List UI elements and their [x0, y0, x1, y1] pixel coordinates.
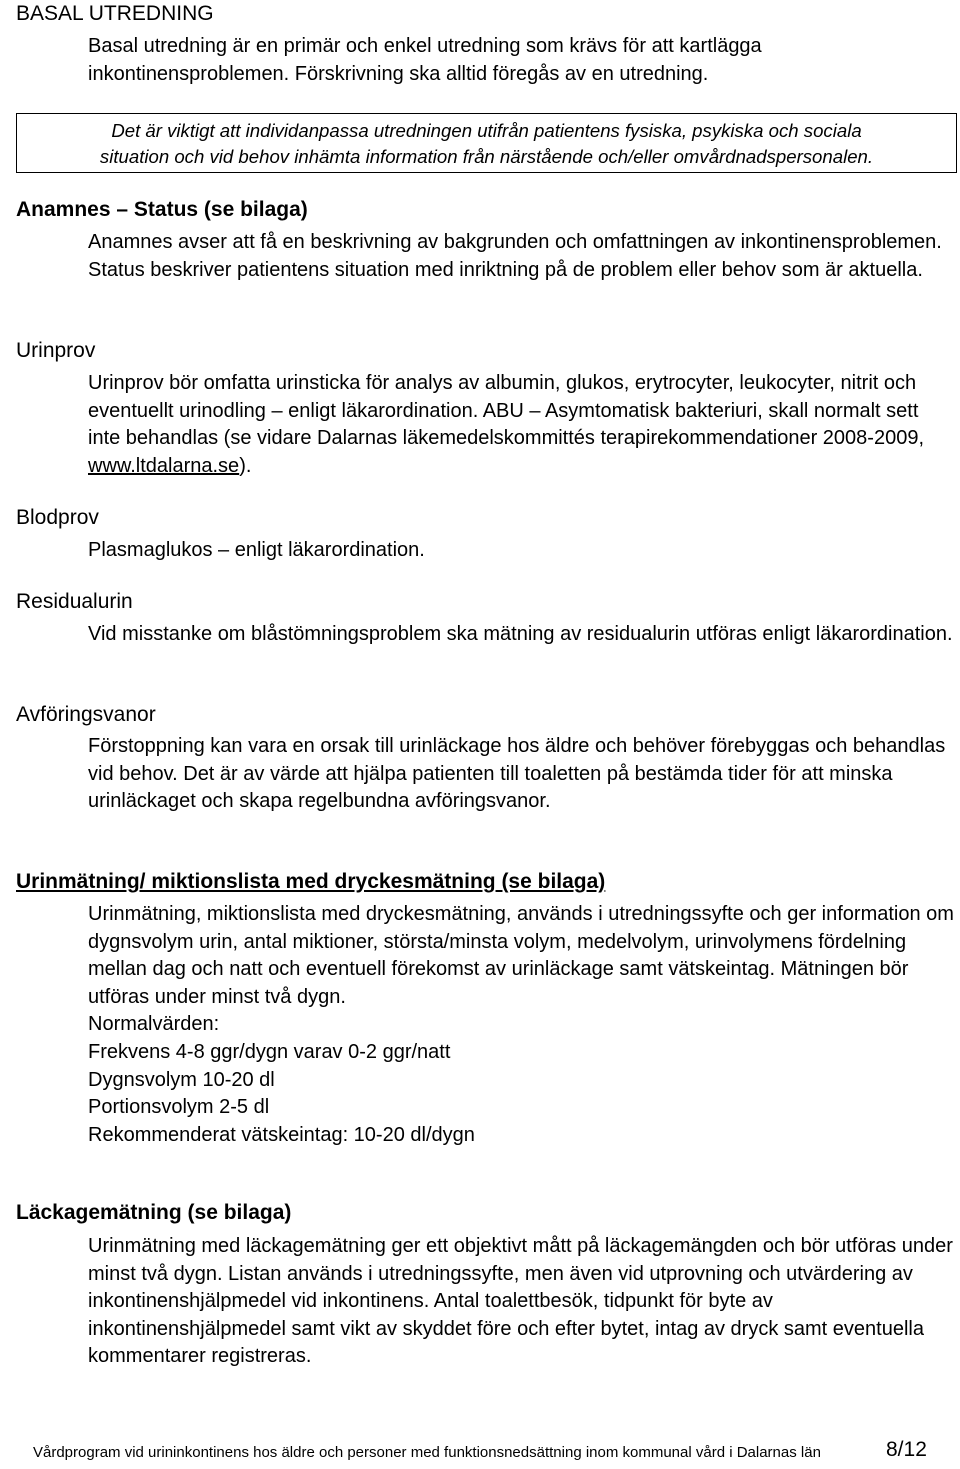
heading-text: Status (se bilaga)	[133, 198, 308, 221]
footer-text: Vårdprogram vid urininkontinens hos äldre och personer med funktionsnedsättning inom kommunal vård i Dalarnas län	[33, 1444, 821, 1461]
urinprov-text	[88, 370, 954, 480]
heading-text: Anamnes	[16, 198, 111, 221]
urinmatning-text: Urinmätning, miktionslista med dryckesmätning, används i utredningssyfte och ger information om dygnsvolym urin, antal miktioner, största/minsta volym, medelvolym, urinvolymens fördelning mellan dag och natt och eventuell förekomst av urinläckage samt vätskeintag. Mätningen bör utföras under minst två dygn.	[88, 903, 954, 1008]
page-number: 8/12	[886, 1438, 927, 1461]
normal-value-item: Dygnsvolym 10-20 dl	[88, 1068, 275, 1091]
urinprov-paragraph	[88, 370, 954, 480]
normal-value-item: Rekommenderat vätskeintag: 10-20 dl/dygn	[88, 1123, 475, 1146]
page-title: BASAL UTREDNING	[16, 2, 214, 25]
normal-value-item: Frekvens 4-8 ggr/dygn varav 0-2 ggr/natt	[88, 1040, 451, 1063]
section-heading-anamnes	[16, 197, 308, 223]
intro-line: Basal utredning är en primär och enkel utredning som krävs för att kartlägga	[88, 35, 762, 57]
avforingsvanor-paragraph	[88, 733, 954, 816]
lackagematning-paragraph	[88, 1233, 954, 1371]
avforingsvanor-text: Förstoppning kan vara en orsak till urinläckage hos äldre och behöver förebyggas och behandlas vid behov. Det är av värde att hjälpa patienten till toaletten på bestämda tider för att minska urinläckaget och skapa regelbundna avföringsvanor.	[88, 735, 946, 813]
note-box	[16, 113, 957, 173]
section-heading-urinmatning: Urinmätning/ miktionslista med dryckesmätning (se bilaga)	[16, 870, 606, 893]
urinprov-text-end: ).	[239, 454, 252, 477]
section-heading-residualurin: Residualurin	[16, 590, 133, 613]
anamnes-text: Anamnes avser att få en beskrivning av bakgrunden och omfattningen av inkontinensproblemen. Status beskriver patientens situation med inriktning på de problem eller behov som är aktuella.	[88, 231, 942, 281]
residualurin-paragraph	[88, 621, 954, 649]
note-line: Det är viktigt att individanpassa utredningen utifrån patientens fysiska, psykiska och sociala	[111, 120, 862, 141]
heading-dash: –	[116, 198, 129, 221]
section-heading-urinprov: Urinprov	[16, 339, 96, 362]
section-heading-avforingsvanor: Avföringsvanor	[16, 703, 156, 726]
lackagematning-text: Urinmätning med läckagemätning ger ett objektivt mått på läckagemängden och bör utföras under minst två dygn. Listan används i utredningssyfte, men även vid utprovning och utvärdering av inkontinenshjälpmedel vid inkontinens. Antal toalettbesök, tidpunkt för byte av inkontinenshjälpmedel samt vikt av skyddet före och efter bytet, intag av dryck samt eventuella kommentarer registreras.	[88, 1235, 953, 1368]
urinmatning-paragraph	[88, 901, 954, 1149]
ltdalarna-link[interactable]: www.ltdalarna.se	[88, 454, 240, 477]
urinprov-text-main: Urinprov bör omfatta urinsticka för analys av albumin, glukos, erytrocyter, leukocyter, nitrit och eventuellt urinodling – enligt läkarordination. ABU – Asymtomatisk bakteriuri, skall normalt sett inte behandlas (se vidare Dalarnas läkemedelskommittés terapirekommendationer 2008-2009,	[88, 372, 925, 450]
section-heading-blodprov: Blodprov	[16, 506, 99, 529]
intro-line: inkontinensproblemen. Förskrivning ska alltid föregås av en utredning.	[88, 62, 709, 85]
intro-paragraph	[88, 33, 954, 88]
section-heading-lackagematning: Läckagemätning (se bilaga)	[16, 1201, 292, 1224]
blodprov-text: Plasmaglukos – enligt läkarordination.	[88, 539, 425, 561]
note-line: situation och vid behov inhämta information från närstående och/eller omvårdnadspersonalen.	[99, 145, 874, 167]
normal-values-heading: Normalvärden:	[88, 1013, 220, 1036]
normal-value-item: Portionsvolym 2-5 dl	[88, 1096, 270, 1119]
blodprov-paragraph	[88, 537, 954, 565]
anamnes-paragraph	[88, 229, 954, 284]
residualurin-text: Vid misstanke om blåstömningsproblem ska mätning av residualurin utföras enligt läkarordination.	[88, 623, 953, 645]
